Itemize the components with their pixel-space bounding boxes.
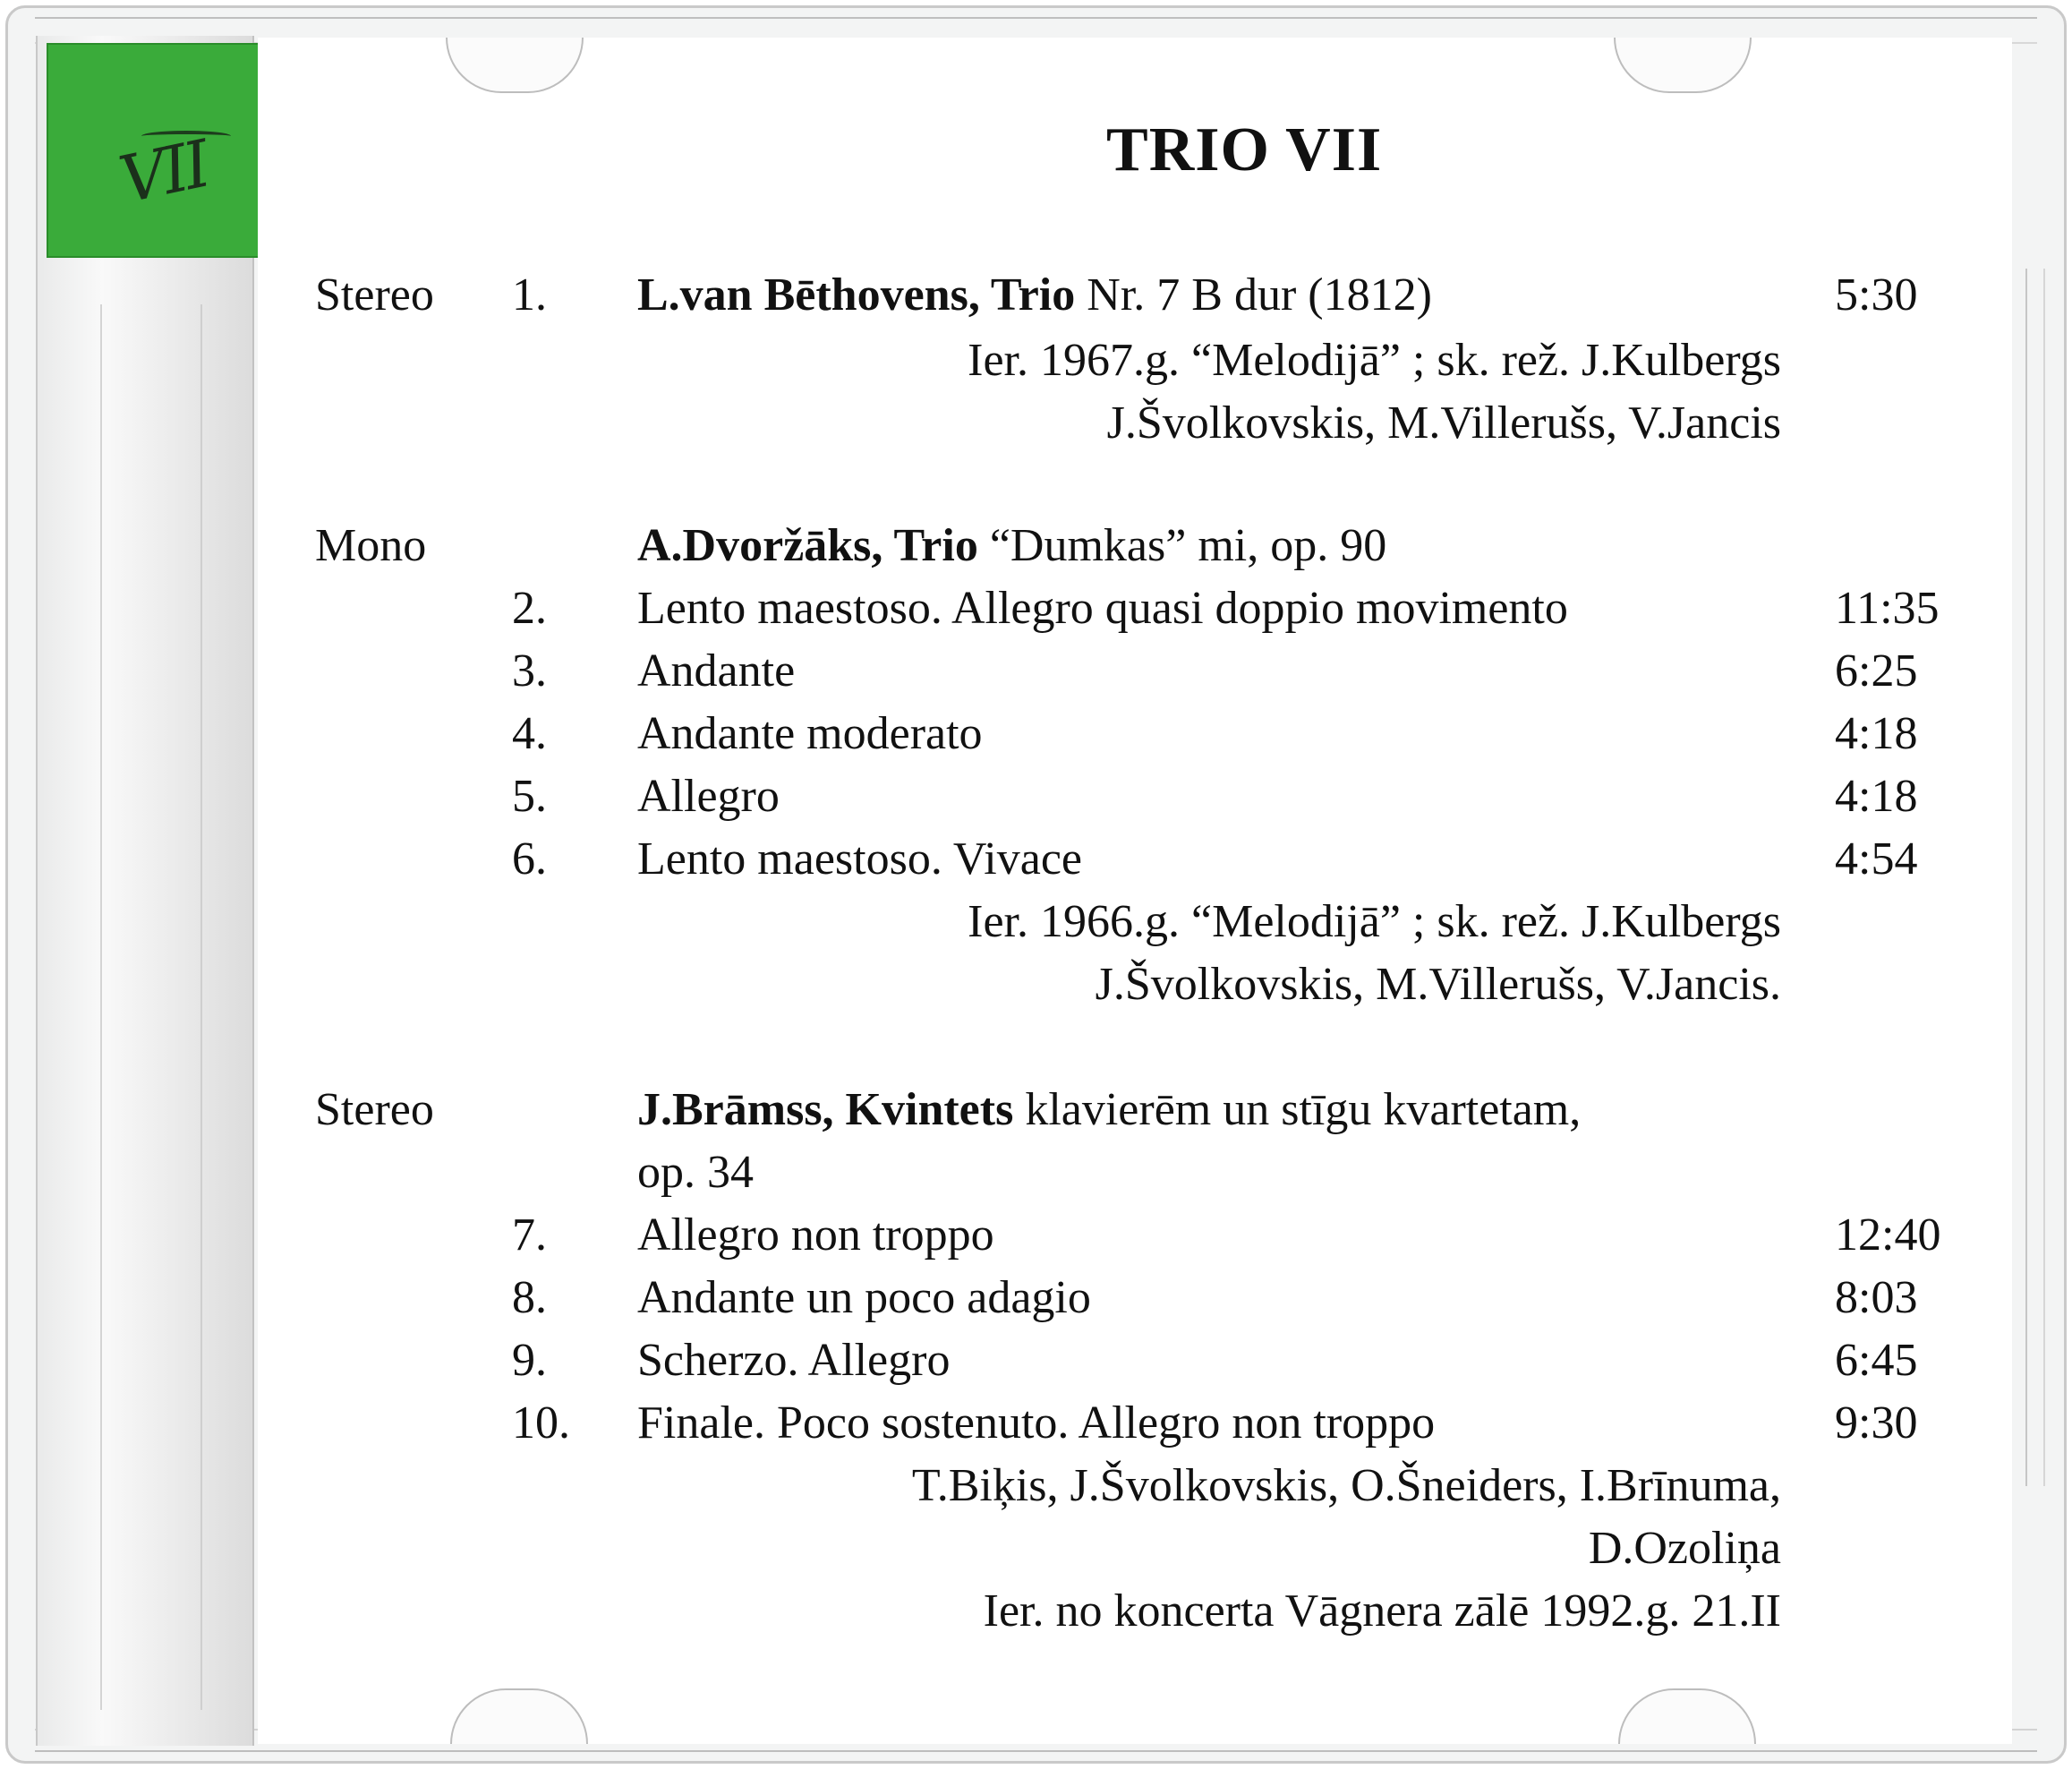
track-title: Andante moderato: [637, 708, 983, 759]
track-number: 2.: [512, 583, 547, 634]
section-label: Stereo: [315, 269, 434, 320]
track-duration: 8:03: [1835, 1272, 1918, 1323]
credit-line: Ier. 1966.g. “Melodijā” ; sk. rež. J.Kulbergs: [968, 896, 1781, 947]
credit-line: T.Biķis, J.Švolkovskis, O.Šneiders, I.Brīnuma,: [911, 1460, 1781, 1511]
track-title: Finale. Poco sostenuto. Allegro non troppo: [637, 1397, 1436, 1449]
work-name: “Dumkas” mi, op. 90: [977, 520, 1387, 571]
notch-bottom-right: [1618, 1688, 1756, 1744]
section-label: Mono: [315, 520, 427, 571]
album-title: TRIO VII: [1106, 115, 1383, 184]
credit-line: D.Ozoliņa: [1588, 1523, 1781, 1574]
track-duration: 12:40: [1835, 1209, 1941, 1261]
credit-line: J.Švolkovskis, M.Villerušs, V.Jancis.: [1095, 959, 1781, 1010]
case-hinge: [36, 36, 254, 1746]
section-label: Stereo: [315, 1084, 434, 1135]
track-title: Allegro non troppo: [637, 1209, 994, 1261]
work-heading: [637, 515, 1386, 577]
track-title: Lento maestoso. Allegro quasi doppio movimento: [637, 583, 1568, 634]
notch-top-right: [1614, 38, 1752, 93]
track-duration: 11:35: [1835, 583, 1940, 634]
case-right-edge: [2025, 269, 2045, 1486]
track-number: 7.: [512, 1209, 547, 1261]
track-title: Scherzo. Allegro: [637, 1335, 951, 1386]
track-number: 4.: [512, 708, 547, 759]
composer-name: A.Dvoržāks, Trio: [637, 520, 978, 571]
track-duration: 6:25: [1835, 645, 1918, 696]
composer-name: L.van Bēthovens, Trio: [637, 269, 1076, 320]
credit-line: Ier. no koncerta Vāgnera zālē 1992.g. 21.II: [983, 1585, 1781, 1637]
track-number: 10.: [512, 1397, 570, 1449]
track-duration: 6:45: [1835, 1335, 1918, 1386]
credit-line: J.Švolkovskis, M.Villerušs, V.Jancis: [1106, 397, 1781, 449]
track-number: 5.: [512, 771, 547, 822]
notch-bottom-left: [450, 1688, 588, 1744]
spine-sticker-text: VII: [113, 125, 214, 218]
track-title: Andante: [637, 645, 796, 696]
notch-top-left: [446, 38, 584, 93]
track-number: 9.: [512, 1335, 547, 1386]
track-duration: 9:30: [1835, 1397, 1918, 1449]
credit-line: Ier. 1967.g. “Melodijā” ; sk. rež. J.Kulbergs: [968, 335, 1781, 386]
track-number: 1.: [512, 269, 547, 320]
work-heading-continued: op. 34: [637, 1147, 754, 1198]
track-number: 6.: [512, 833, 547, 884]
work-heading: [637, 264, 1432, 327]
hinge-inner-groove: [100, 304, 202, 1710]
composer-name: J.Brāmss, Kvintets: [637, 1084, 1014, 1135]
work-heading: [637, 1079, 1581, 1141]
track-duration: 5:30: [1835, 269, 1918, 320]
track-title: Allegro: [637, 771, 780, 822]
work-name: Nr. 7 B dur (1812): [1075, 269, 1432, 320]
spine-sticker: [47, 43, 267, 258]
track-number: 3.: [512, 645, 547, 696]
work-name: klavierēm un stīgu kvartetam,: [1013, 1084, 1582, 1135]
track-title: Andante un poco adagio: [637, 1272, 1091, 1323]
track-duration: 4:54: [1835, 833, 1918, 884]
track-number: 8.: [512, 1272, 547, 1323]
track-title: Lento maestoso. Vivace: [637, 833, 1082, 884]
track-duration: 4:18: [1835, 771, 1918, 822]
track-duration: 4:18: [1835, 708, 1918, 759]
